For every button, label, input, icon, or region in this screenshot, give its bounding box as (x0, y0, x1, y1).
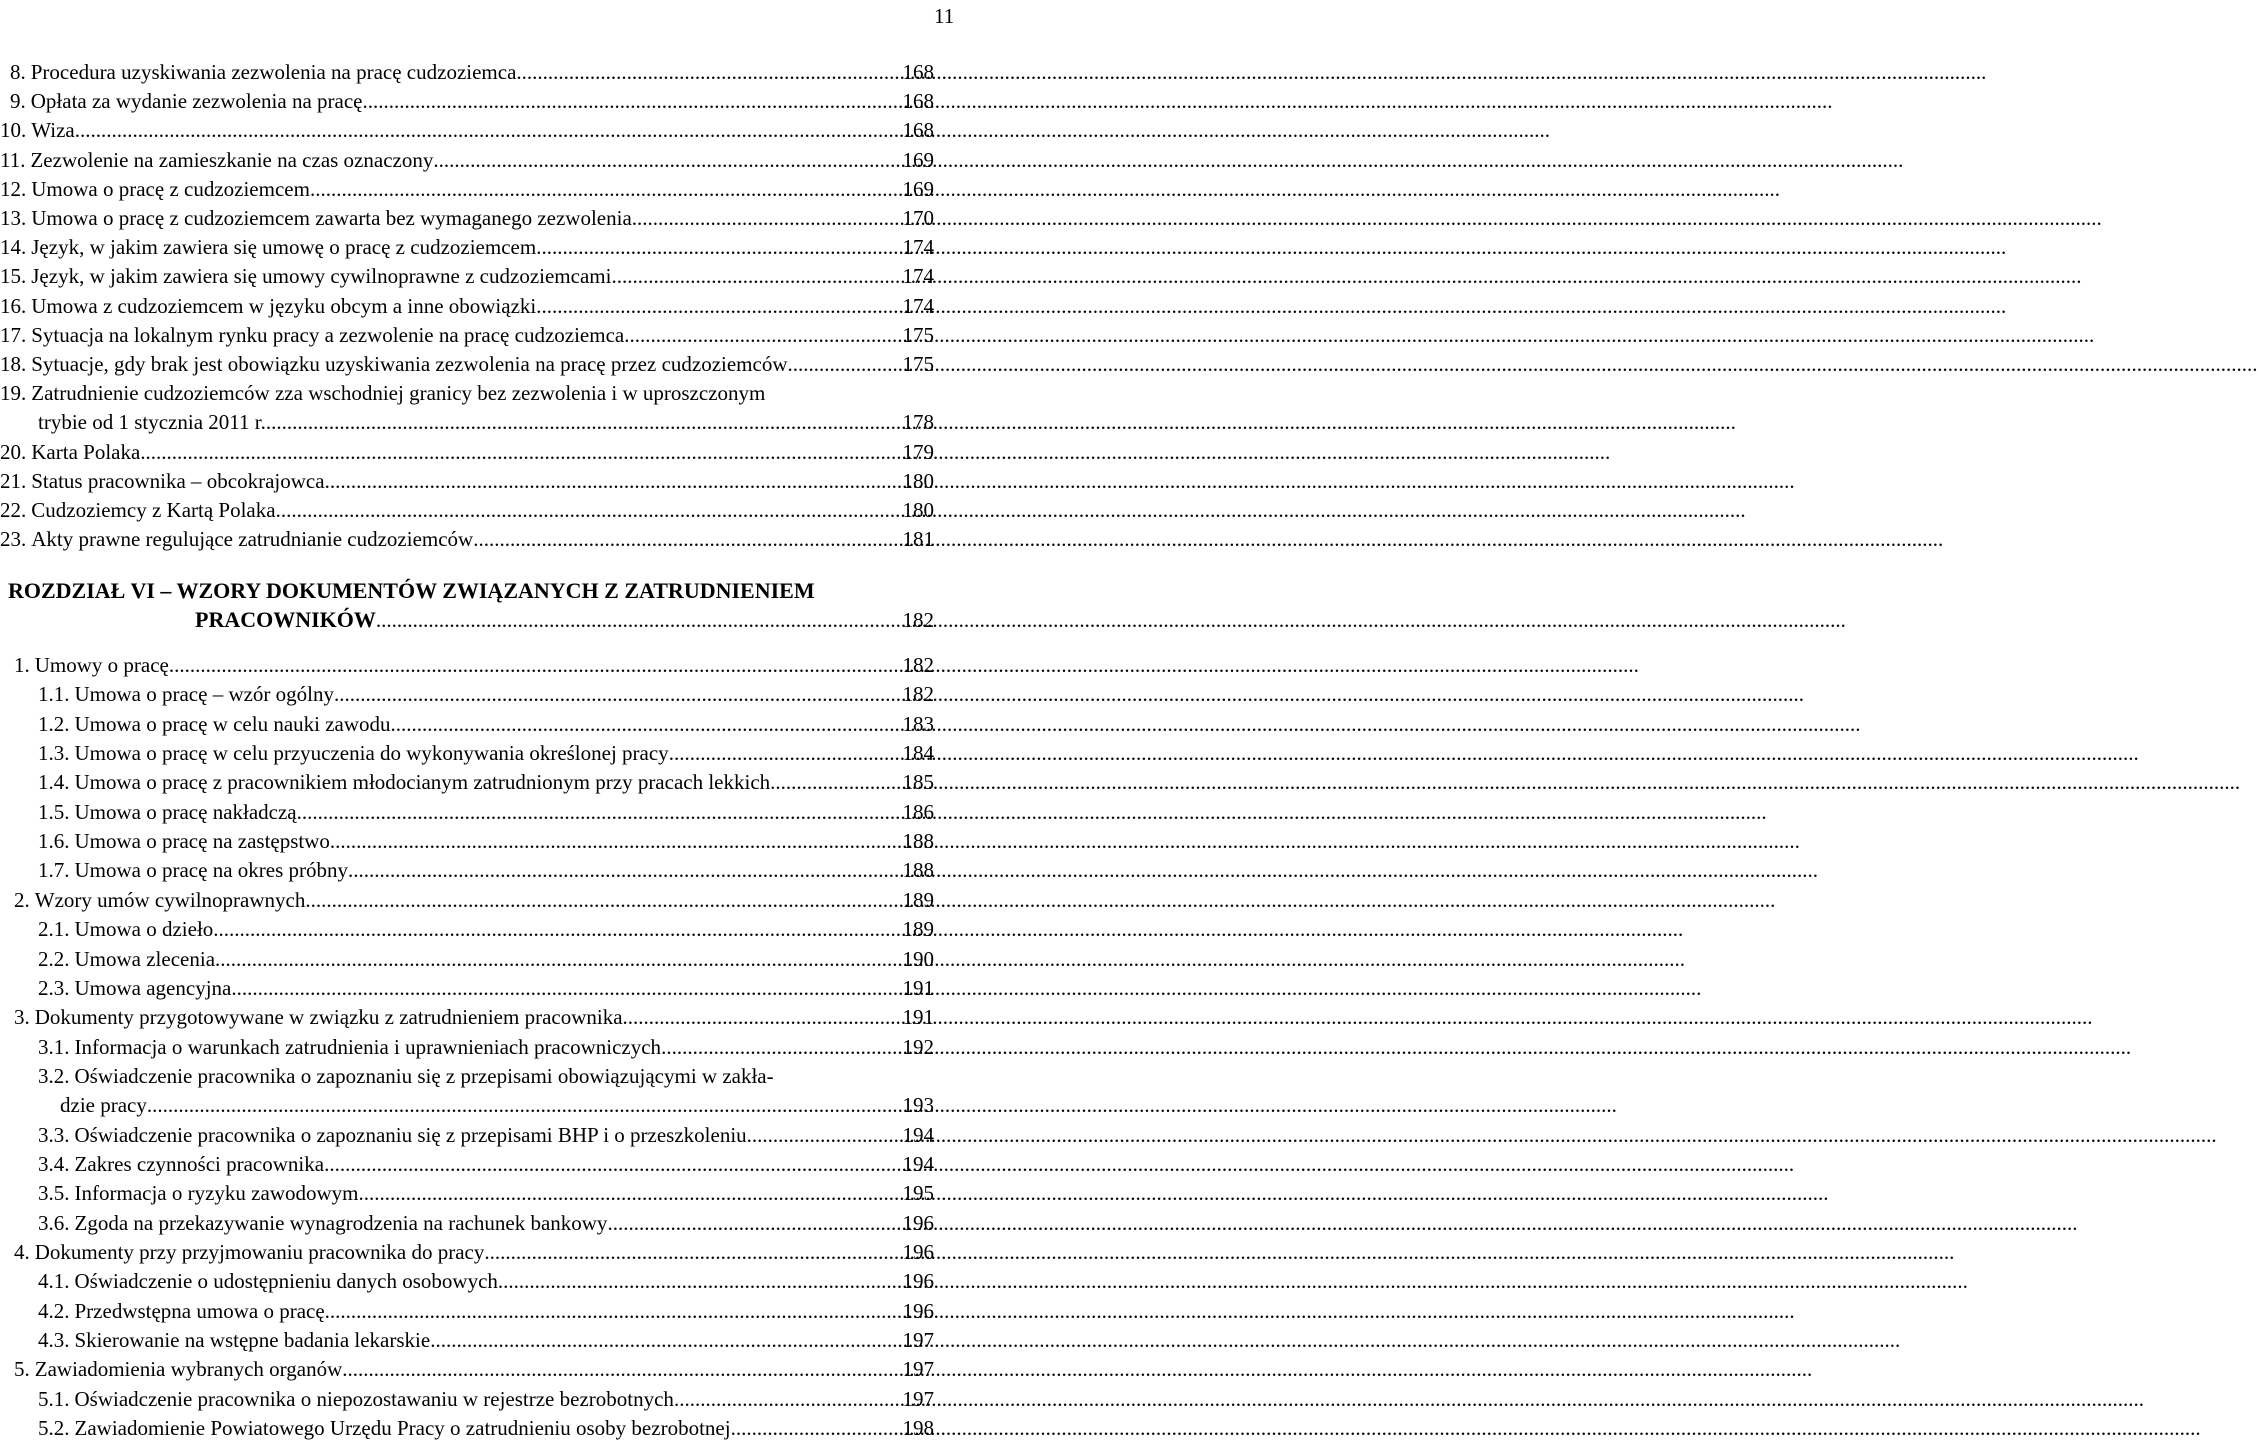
toc-entry (0, 262, 934, 291)
leader-dots (607, 1209, 898, 1238)
leader-dots (276, 496, 899, 525)
toc-entry-page: 169 (902, 147, 934, 172)
toc-entry-number: 1. (14, 653, 30, 677)
leader-dots (661, 1033, 898, 1062)
toc-entry (0, 1238, 934, 1267)
toc-entry-title: Oświadczenie pracownika o niepozostawaniu w rejestrze bezrobotnych (74, 1386, 674, 1411)
toc-entry-number: 5.2. (38, 1416, 70, 1441)
toc-entry-number: 2. (14, 887, 30, 912)
toc-entry-title: Akty prawne regulujące zatrudnianie cudzoziemców (31, 527, 474, 552)
leader-dots (342, 1355, 898, 1384)
toc-entry-title: Dokumenty przy przyjmowaniu pracownika do pracy (34, 1240, 485, 1264)
toc-entry (0, 87, 934, 116)
toc-entry-page: 175 (902, 322, 934, 347)
toc-entry-number: 3. (14, 1005, 30, 1030)
leader-dots (731, 1414, 899, 1443)
chapter-title-line2-row (0, 605, 934, 634)
toc-entry-page: 198 (902, 1416, 934, 1441)
leader-dots (297, 798, 899, 827)
toc-entry-number: 3.3. (38, 1122, 70, 1147)
toc-entry-title: dzie pracy (60, 1093, 147, 1118)
toc-entry (0, 798, 934, 827)
toc-entry-page: 197 (902, 1328, 934, 1353)
toc-entry (0, 1062, 934, 1091)
page-number: 11 (934, 4, 955, 28)
toc-entry-title: Umowa o pracę w celu przyuczenia do wykonywania określonej pracy (74, 741, 669, 766)
leader-dots (231, 974, 898, 1003)
toc-entry-page: 196 (902, 1240, 934, 1264)
leader-dots (305, 886, 898, 915)
toc-entry-number: 1.4. (38, 770, 70, 795)
toc-entry-number: 5. (14, 1357, 30, 1382)
leader-dots (266, 408, 899, 437)
toc-entry-page: 184 (902, 741, 934, 766)
toc-entry (0, 1003, 934, 1032)
toc-entry-page: 191 (902, 975, 934, 1000)
toc-entry-page: 183 (902, 711, 934, 736)
toc-entry-title: Umowa o pracę z pracownikiem młodocianym zatrudnionym przy pracach lekkich (74, 770, 771, 795)
toc-entry-title: Skierowanie na wstępne badania lekarskie (74, 1328, 431, 1353)
toc-entry-title: Sytuacja na lokalnym rynku pracy a zezwolenie na pracę cudzoziemca (31, 322, 625, 347)
toc-entry-number: 8. (10, 60, 26, 84)
toc-entry-title: Procedura uzyskiwania zezwolenia na pracę cudzoziemca (30, 60, 517, 84)
toc-entry (0, 1121, 934, 1150)
toc-entry-number: 2.1. (38, 917, 70, 942)
toc-entry-page: 182 (902, 682, 934, 707)
toc-entry-number: 3.6. (38, 1210, 70, 1235)
leader-dots (788, 350, 899, 379)
toc-entry-number: 21. (0, 468, 27, 493)
toc-entry-page: 197 (902, 1357, 934, 1382)
toc-entry-title: Umowa zlecenia (74, 946, 216, 971)
toc-entry-number: 16. (0, 293, 27, 318)
toc-entry-number: 4.1. (38, 1269, 70, 1294)
toc-entry-number: 1.2. (38, 711, 70, 736)
toc-entry-number: 1.6. (38, 829, 70, 854)
toc-entry-page: 180 (902, 498, 934, 522)
toc-entry-title: Umowy o pracę (34, 653, 169, 677)
toc-entry (0, 408, 934, 437)
toc-entry-page: 186 (902, 799, 934, 824)
toc-entry-title: Sytuacje, gdy brak jest obowiązku uzyskiwania zezwolenia na pracę przez cudzoziemców (31, 352, 788, 376)
toc-entry (0, 175, 934, 204)
toc-entry-number: 3.2. (38, 1063, 70, 1088)
toc-entry-number: 3.1. (38, 1034, 70, 1059)
toc-entry-number: 13. (0, 206, 27, 230)
leader-dots (348, 856, 899, 885)
toc-entry (0, 146, 934, 175)
toc-entry-title: Umowa z cudzoziemcem w języku obcym a inne obowiązki (31, 293, 537, 318)
toc-entry (0, 886, 934, 915)
toc-entry-page: 179 (902, 439, 934, 464)
toc-entry (0, 496, 934, 525)
toc-entry-number: 22. (0, 498, 27, 522)
toc-entry (0, 321, 934, 350)
toc-entry (0, 1326, 934, 1355)
toc-entry (0, 350, 934, 379)
toc-entry-page: 189 (902, 917, 934, 942)
toc-entry-title: Umowa agencyjna (74, 975, 232, 1000)
toc-entry-number: 23. (0, 527, 27, 552)
leader-dots (536, 233, 898, 262)
leader-dots (330, 827, 899, 856)
toc-entry-title: Umowa o pracę z cudzoziemcem (31, 176, 310, 201)
toc-entry (0, 438, 934, 467)
toc-entry-number: 1.3. (38, 741, 70, 766)
toc-entry (0, 710, 934, 739)
toc-entry-number: 4. (14, 1240, 30, 1264)
toc-entry-number: 1.7. (38, 858, 70, 883)
leader-dots (433, 146, 898, 175)
toc-entry-number: 17. (0, 322, 27, 347)
toc-entry-title: Zakres czynności pracownika (74, 1151, 325, 1176)
leader-dots (140, 438, 898, 467)
toc-entry-title: Zawiadomienia wybranych organów (34, 1357, 343, 1382)
leader-dots (770, 768, 898, 797)
toc-entry (0, 116, 934, 145)
toc-entry-title: Oświadczenie pracownika o zapoznaniu się z przepisami obowiązującymi w zakła- (74, 1063, 774, 1088)
toc-entry-page: 182 (902, 653, 934, 677)
toc-entry-page: 168 (902, 118, 934, 143)
toc-entry-number: 4.3. (38, 1328, 70, 1353)
toc-entry (0, 58, 934, 87)
toc-entry-title: Zatrudnienie cudzoziemców zza wschodniej granicy bez zezwolenia i w uproszczonym (31, 381, 766, 406)
toc-entry-number: 18. (0, 352, 27, 376)
toc-entry-page: 181 (902, 527, 934, 552)
toc-entry-page: 197 (902, 1386, 934, 1411)
toc-entry-page: 168 (902, 89, 934, 114)
toc-entry-title: Status pracownika – obcokrajowca (31, 468, 325, 493)
toc-entry-number: 12. (0, 176, 27, 201)
leader-dots (611, 262, 898, 291)
leader-dots (80, 116, 899, 145)
toc-entry-title: Język, w jakim zawiera się umowy cywilnoprawne z cudzoziemcami (31, 264, 612, 289)
leader-dots (325, 1297, 899, 1326)
toc-entry-page: 178 (902, 410, 934, 435)
toc-entry-title: Wiza. (31, 118, 80, 143)
leader-dots (213, 915, 898, 944)
toc-entry (0, 1150, 934, 1179)
toc-entry-title: Opłata za wydanie zezwolenia na pracę (30, 89, 363, 114)
toc-entry-number: 10. (0, 118, 27, 143)
toc-entry (0, 827, 934, 856)
toc-entry (0, 1385, 934, 1414)
toc-entry-title: Umowa o pracę w celu nauki zawodu (74, 711, 391, 736)
leader-dots (473, 525, 898, 554)
toc-entry-title: Wzory umów cywilnoprawnych (34, 887, 306, 912)
toc-entry-number: 2.2. (38, 946, 70, 971)
toc-entry-title: Zezwolenie na zamieszkanie na czas oznaczony (30, 147, 434, 172)
toc-entry (0, 768, 934, 797)
leader-dots (669, 739, 899, 768)
toc-entry-page: 169 (902, 176, 934, 201)
toc-entry-title: Informacja o ryzyku zawodowym (74, 1181, 359, 1206)
toc-entry-page: 196 (902, 1298, 934, 1323)
leader-dots (324, 1150, 898, 1179)
toc-entry (0, 680, 934, 709)
toc-entry (0, 204, 934, 233)
leader-dots (391, 710, 899, 739)
toc-entry-number: 11. (0, 147, 26, 172)
leader-dots (376, 606, 899, 635)
toc-entry-title: Karta Polaka (31, 439, 141, 464)
toc-entry-title: trybie od 1 stycznia 2011 r. (38, 410, 266, 435)
toc-entry-page: 174 (902, 293, 934, 318)
toc-entry (0, 1297, 934, 1326)
toc-entry-title: Umowa o pracę z cudzoziemcem zawarta bez wymaganego zezwolenia (31, 206, 632, 230)
toc-entry-title: Umowa o pracę na zastępstwo (74, 829, 330, 854)
toc-entry-page: 168 (902, 60, 934, 84)
toc-entry (0, 467, 934, 496)
toc-entry-page: 170 (902, 206, 934, 230)
leader-dots (310, 175, 899, 204)
toc-entry-page: 191 (902, 1005, 934, 1030)
toc-entry (0, 1267, 934, 1296)
leader-dots (624, 321, 898, 350)
toc-entry (0, 525, 934, 554)
toc-entry (0, 739, 934, 768)
toc-entry-number: 14. (0, 235, 27, 260)
toc-entry-page: 193 (902, 1093, 934, 1118)
leader-dots (674, 1385, 899, 1414)
leader-dots (747, 1121, 899, 1150)
toc-entry-number: 20. (0, 439, 27, 464)
toc-entry-page: 185 (902, 770, 934, 795)
toc-entry (0, 1179, 934, 1208)
toc-entry-number: 3.4. (38, 1151, 70, 1176)
toc-entry (0, 292, 934, 321)
leader-dots (623, 1003, 899, 1032)
toc-entry-number: 1.1. (38, 682, 70, 707)
toc-entry-page: 196 (902, 1269, 934, 1294)
toc-entry-number: 4.2. (38, 1298, 70, 1323)
toc-entry-number: 9. (10, 89, 26, 114)
toc-entry-title: Umowa o pracę nakładczą (74, 799, 297, 824)
toc-entry (0, 1091, 934, 1120)
toc-entry-title: Oświadczenie o udostępnieniu danych osobowych (74, 1269, 498, 1294)
toc-entry (0, 1355, 934, 1384)
toc-entry-page: 189 (902, 887, 934, 912)
leader-dots (147, 1091, 899, 1120)
toc-entry-title: Zawiadomienie Powiatowego Urzędu Pracy o zatrudnieniu osoby bezrobotnej (74, 1416, 731, 1441)
toc-entry-title: Umowa o pracę – wzór ogólny (74, 682, 335, 707)
leader-dots (325, 467, 899, 496)
toc-entry (0, 856, 934, 885)
toc-entry (0, 379, 934, 408)
toc-entry-number: 19. (0, 381, 27, 406)
leader-dots (362, 87, 898, 116)
leader-dots (169, 651, 899, 680)
toc-entry-page: 174 (902, 264, 934, 289)
chapter-title-line1: ROZDZIAŁ VI – WZORY DOKUMENTÓW ZWIĄZANYCH Z ZATRUDNIENIEM (8, 578, 815, 603)
leader-dots (516, 58, 898, 87)
toc-entry-number: 1.5. (38, 799, 70, 824)
leader-dots (484, 1238, 898, 1267)
toc-entry-number: 3.5. (38, 1181, 70, 1206)
toc-entry (0, 1033, 934, 1062)
chapter-page: 182 (902, 608, 934, 632)
toc-entry-title: Oświadczenie pracownika o zapoznaniu się z przepisami BHP i o przeszkoleniu (74, 1122, 747, 1147)
toc-entry-title: Przedwstępna umowa o pracę (74, 1298, 325, 1323)
toc-entry-page: 175 (902, 352, 934, 376)
toc-entry (0, 1209, 934, 1238)
leader-dots (215, 945, 898, 974)
toc-entry-number: 5.1. (38, 1386, 70, 1411)
toc-entry-title: Umowa o pracę na okres próbny (74, 858, 348, 883)
toc-entry (0, 233, 934, 262)
toc-entry-title: Cudzoziemcy z Kartą Polaka (31, 498, 276, 522)
leader-dots (430, 1326, 898, 1355)
leader-dots (334, 680, 898, 709)
toc-entry (0, 1414, 934, 1443)
toc-entry-page: 195 (902, 1181, 934, 1206)
toc-entry-page: 190 (902, 946, 934, 971)
toc-entry (0, 974, 934, 1003)
leader-dots (498, 1267, 899, 1296)
toc-entry-number: 2.3. (38, 975, 70, 1000)
chapter-title-line2: PRACOWNIKÓW (195, 607, 376, 632)
toc-entry (0, 915, 934, 944)
toc-entry-title: Zgoda na przekazywanie wynagrodzenia na rachunek bankowy (74, 1210, 608, 1235)
toc-entry-page: 174 (902, 235, 934, 260)
leader-dots (358, 1179, 898, 1208)
toc-entry (0, 945, 934, 974)
toc-entry-page: 188 (902, 829, 934, 854)
toc-entry-page: 196 (902, 1210, 934, 1235)
toc-entry (0, 651, 934, 680)
toc-entry-page: 192 (902, 1034, 934, 1059)
toc-entry-page: 180 (902, 468, 934, 493)
toc-entry-page: 194 (902, 1151, 934, 1176)
toc-entry-number: 15. (0, 264, 27, 289)
leader-dots (536, 292, 898, 321)
toc-entry-title: Umowa o dzieło (74, 917, 214, 942)
leader-dots (632, 204, 899, 233)
toc-entry-title: Dokumenty przygotowywane w związku z zatrudnieniem pracownika (34, 1005, 623, 1030)
toc-entry-page: 194 (902, 1122, 934, 1147)
toc-entry-title: Informacja o warunkach zatrudnienia i uprawnieniach pracowniczych (74, 1034, 662, 1059)
toc-entry-title: Język, w jakim zawiera się umowę o pracę z cudzoziemcem (31, 235, 537, 260)
toc-entry-page: 188 (902, 858, 934, 883)
